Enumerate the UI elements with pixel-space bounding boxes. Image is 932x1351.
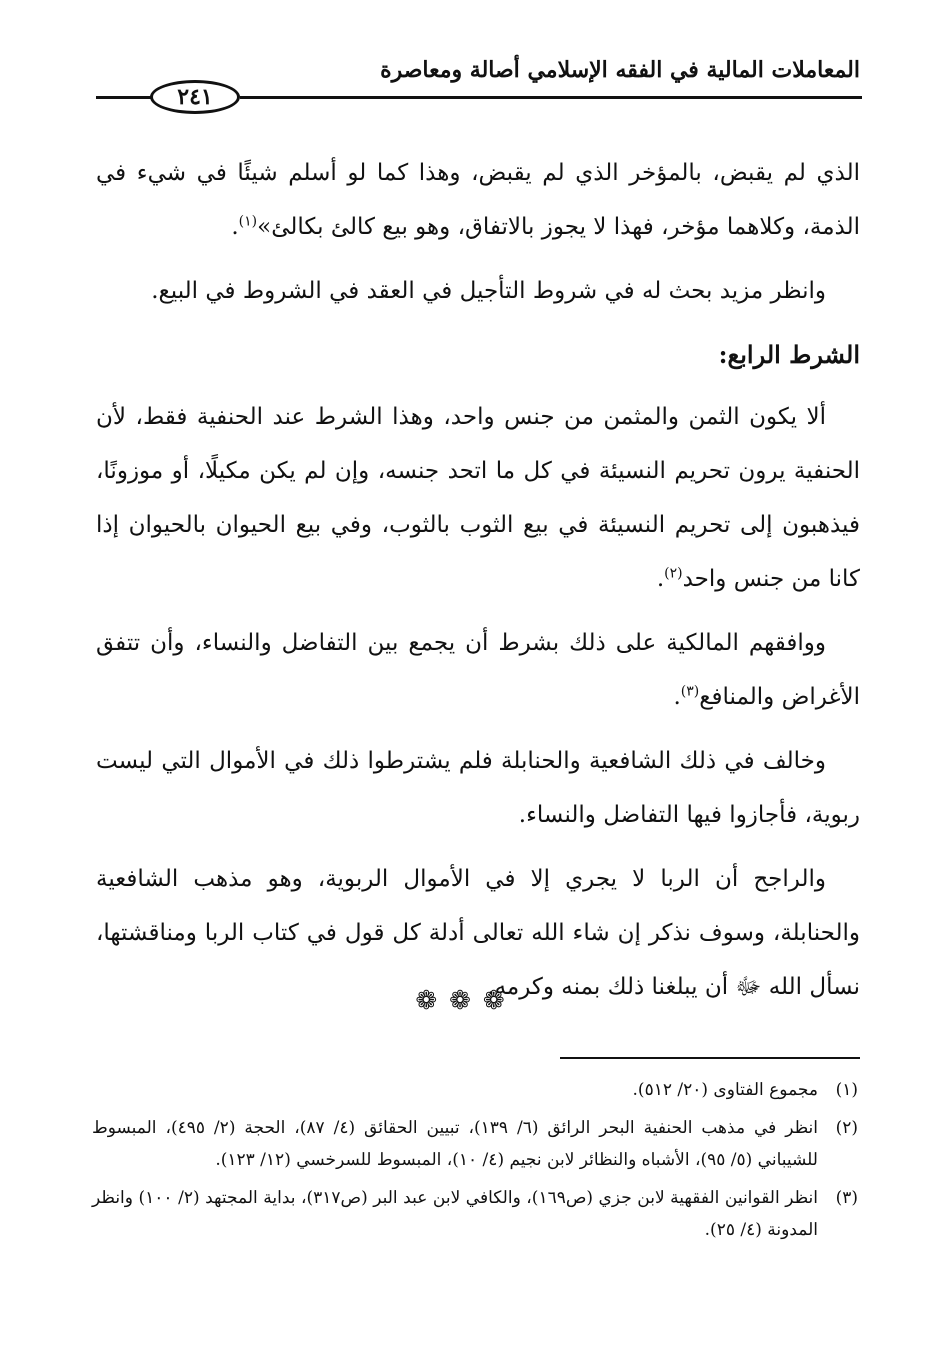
header-rule [96,96,154,99]
footnote [92,1182,858,1246]
footnote-text: مجموع الفتاوى (٢٠/ ٥١٢). [632,1080,818,1100]
paragraph: ووافقهم المالكية على ذلك بشرط أن يجمع بين التفاضل والنساء، وأن تتفق الأغراض والمنافع$^{(٣)}$. [96,630,860,710]
paragraph: الذي لم يقبض، بالمؤخر الذي لم يقبض، وهذا كما لو أسلم شيئًا في شيء في الذمة، وكلاهما مؤخر، فهذا لا يجوز بالاتفاق، وهو بيع كالئ بكالئ»$^{(١)}$. [96,160,860,240]
footnote [92,1074,858,1106]
header-rule [240,96,862,99]
ornament-divider: ❁❁❁ [415,986,517,1016]
footnote-text: انظر في مذهب الحنفية البحر الرائق (٦/ ١٣٩)، تبيين الحقائق (٤/ ٨٧)، الحجة (٢/ ٤٩٥)، المبسوط للشيباني (٥/ ٩٥)، الأشباه والنظائر لابن نجيم (٤/ ١٠)، المبسوط للسرخسي (١٢/ ١٢٣). [92,1118,818,1170]
footnote-text: انظر القوانين الفقهية لابن جزي (ص١٦٩)، والكافي لابن عبد البر (ص٣١٧)، بداية المجتهد (٢/ ١٠٠) وانظر المدونة (٤/ ٢٥). [92,1188,819,1240]
paragraph-text: ألا يكون الثمن والمثمن من جنس واحد، وهذا الشرط عند الحنفية فقط، لأن الحنفية يرون تحريم النسيئة في كل ما اتحد جنسه، وإن لم يكن مكيلًا، أو موزونًا، فيذهبون إلى تحريم النسيئة في بيع الثوب بالثوب، وفي بيع الحيوان بالحيوان إذا كانا من جنس واحد [96,404,860,592]
footnote-reference[interactable]: (١) [238,213,258,230]
footnote-separator [560,1057,860,1059]
paragraph-text: الذي لم يقبض، بالمؤخر الذي لم يقبض، وهذا كما لو أسلم شيئًا في شيء في الذمة، وكلاهما مؤخر، فهذا لا يجوز بالاتفاق، وهو بيع كالئ بكالئ» [96,160,860,240]
footnote-number: (٣) [835,1188,858,1208]
page-number: ٢٤١ [150,80,240,114]
footnote [92,1112,858,1176]
footnote-number: (٢) [835,1118,858,1138]
footnote-number: (١) [835,1080,858,1100]
footnote-reference[interactable]: (٣) [680,683,700,700]
running-title: المعاملات المالية في الفقه الإسلامي أصالة ومعاصرة [380,57,860,83]
section-heading: الشرط الرابع: [718,340,860,369]
paragraph: والراجح أن الربا لا يجري إلا في الأموال الربوية، وهو مذهب الشافعية والحنابلة، وسوف نذكر إن شاء الله تعالى أدلة كل قول في كتاب الربا ومناقشتها، نسأل الله ﷻ أن يبلغنا ذلك بمنه وكرمه. [96,866,860,1000]
paragraph: وخالف في ذلك الشافعية والحنابلة فلم يشترطوا ذلك في الأموال التي ليست ربوية، فأجازوا فيها التفاضل والنساء. [96,748,860,828]
body-text [96,146,860,1024]
footnotes [92,1074,858,1252]
paragraph: ألا يكون الثمن والمثمن من جنس واحد، وهذا الشرط عند الحنفية فقط، لأن الحنفية يرون تحريم النسيئة في كل ما اتحد جنسه، وإن لم يكن مكيلًا، أو موزونًا، فيذهبون إلى تحريم النسيئة في بيع الثوب بالثوب، وفي بيع الحيوان بالحيوان إذا كانا من جنس واحد$^{(٢)}$. [96,404,860,592]
paragraph-text: ووافقهم المالكية على ذلك بشرط أن يجمع بين التفاضل والنساء، وأن تتفق الأغراض والمنافع [96,630,860,710]
footnote-reference[interactable]: (٢) [664,565,683,582]
paragraph: وانظر مزيد بحث له في شروط التأجيل في العقد في الشروط في البيع. [151,278,826,304]
